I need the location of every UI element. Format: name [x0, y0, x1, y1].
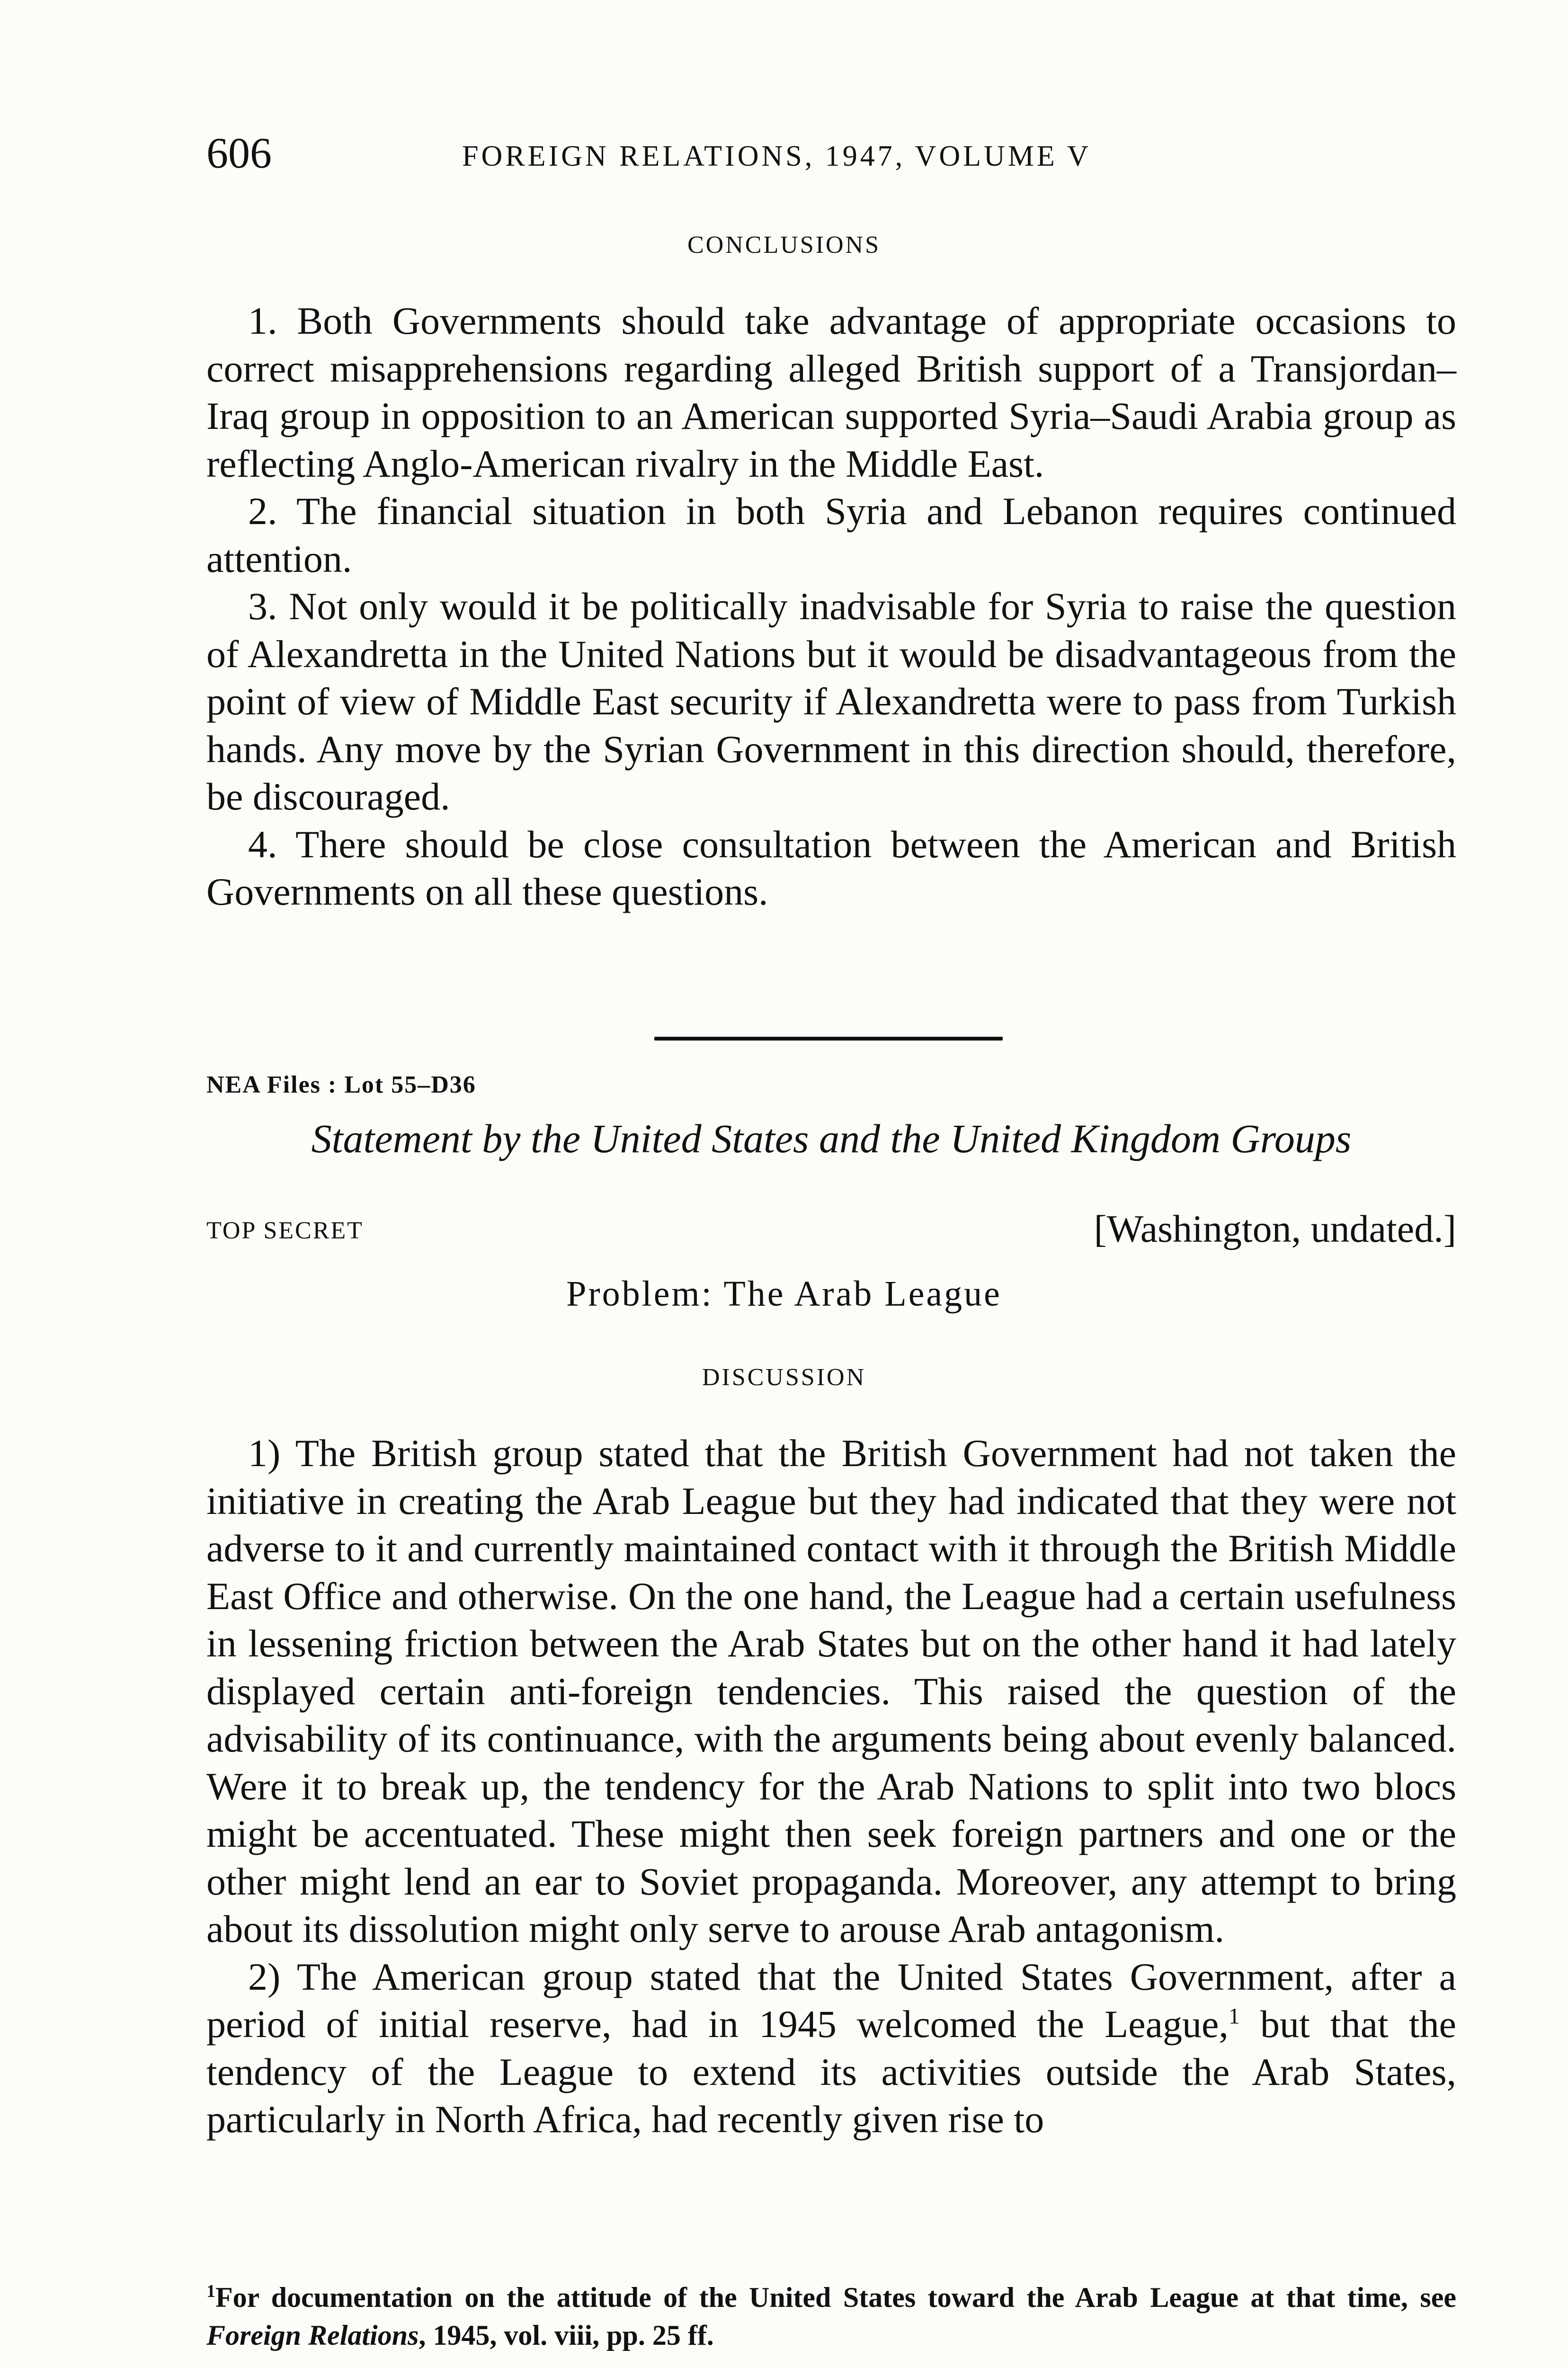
- source-citation: NEA Files : Lot 55–D36: [206, 1071, 476, 1098]
- paragraph-text: 2) The American group stated that the United States Government, after a period of initial reserve, had in 1945 welcomed the League,: [206, 1955, 1456, 2046]
- discussion-paragraph: [206, 1953, 1456, 2144]
- running-head: FOREIGN RELATIONS, 1947, VOLUME V: [462, 140, 1091, 172]
- conclusions-body: [206, 297, 1456, 916]
- conclusion-item: 2. The financial situation in both Syria and Lebanon requires continued attention.: [206, 489, 1456, 580]
- footnote-text: , 1945, vol. viii, pp. 25 ff.: [419, 2320, 714, 2351]
- footnote: [206, 2272, 1456, 2354]
- footnote-reference[interactable]: 1: [1228, 2003, 1240, 2029]
- conclusion-item: 4. There should be close consultation between the American and British Governments on all these questions.: [206, 822, 1456, 913]
- paragraph-text: but that the tendency of the League to extend its activities outside the Arab States, particularly in North Africa, had recently given rise to: [206, 2002, 1456, 2141]
- conclusion-item: 3. Not only would it be politically inadvisable for Syria to raise the question of Alexandretta in the United Nations but it would be disadvantageous from the point of view of Middle East security if Alexandretta were to pass from Turkish hands. Any move by the Syrian Government in this direction should, therefore, be discouraged.: [206, 585, 1456, 818]
- section-divider: [654, 1037, 1003, 1041]
- conclusion-item: 1. Both Governments should take advantage of appropriate occasions to correct misapprehensions regarding alleged British support of a Transjordan–Iraq group in opposition to an American supported Syria–Saudi Arabia group as reflecting Anglo-American rivalry in the Middle East.: [206, 299, 1456, 485]
- footnote-text: For documentation on the attitude of the United States toward the Arab League at that time, see: [215, 2282, 1456, 2313]
- discussion-paragraph: 1) The British group stated that the British Government had not taken the initiative in creating the Arab League but they had indicated that they were not adverse to it and currently maintained contact with it through the British Middle East Office and otherwise. On the one hand, the League had a certain usefulness in lessening friction between the Arab States but on the other hand it had lately displayed certain anti-foreign tendencies. This raised the question of the advisability of its continuance, with the arguments being about evenly balanced. Were it to break up, the tendency for the Arab Nations to split into two blocs might be accentuated. These might then seek foreign partners and one or the other might lend an ear to Soviet propaganda. Moreover, any attempt to bring about its dissolution might only serve to arouse Arab antagonism.: [206, 1432, 1456, 1950]
- footnote-mark: 1: [206, 2281, 215, 2301]
- discussion-heading: DISCUSSION: [702, 1364, 866, 1391]
- conclusions-heading: CONCLUSIONS: [687, 231, 881, 258]
- document-title: Statement by the United States and the United Kingdom Groups: [311, 1116, 1352, 1161]
- problem-heading: Problem: The Arab League: [566, 1274, 1002, 1314]
- classification-label: TOP SECRET: [206, 1217, 364, 1244]
- place-date: [Washington, undated.]: [1094, 1207, 1456, 1250]
- footnote-italic: Foreign Relations: [206, 2320, 419, 2351]
- discussion-body: [206, 1430, 1456, 2144]
- page-number: 606: [206, 129, 272, 177]
- page-header: [206, 127, 1456, 179]
